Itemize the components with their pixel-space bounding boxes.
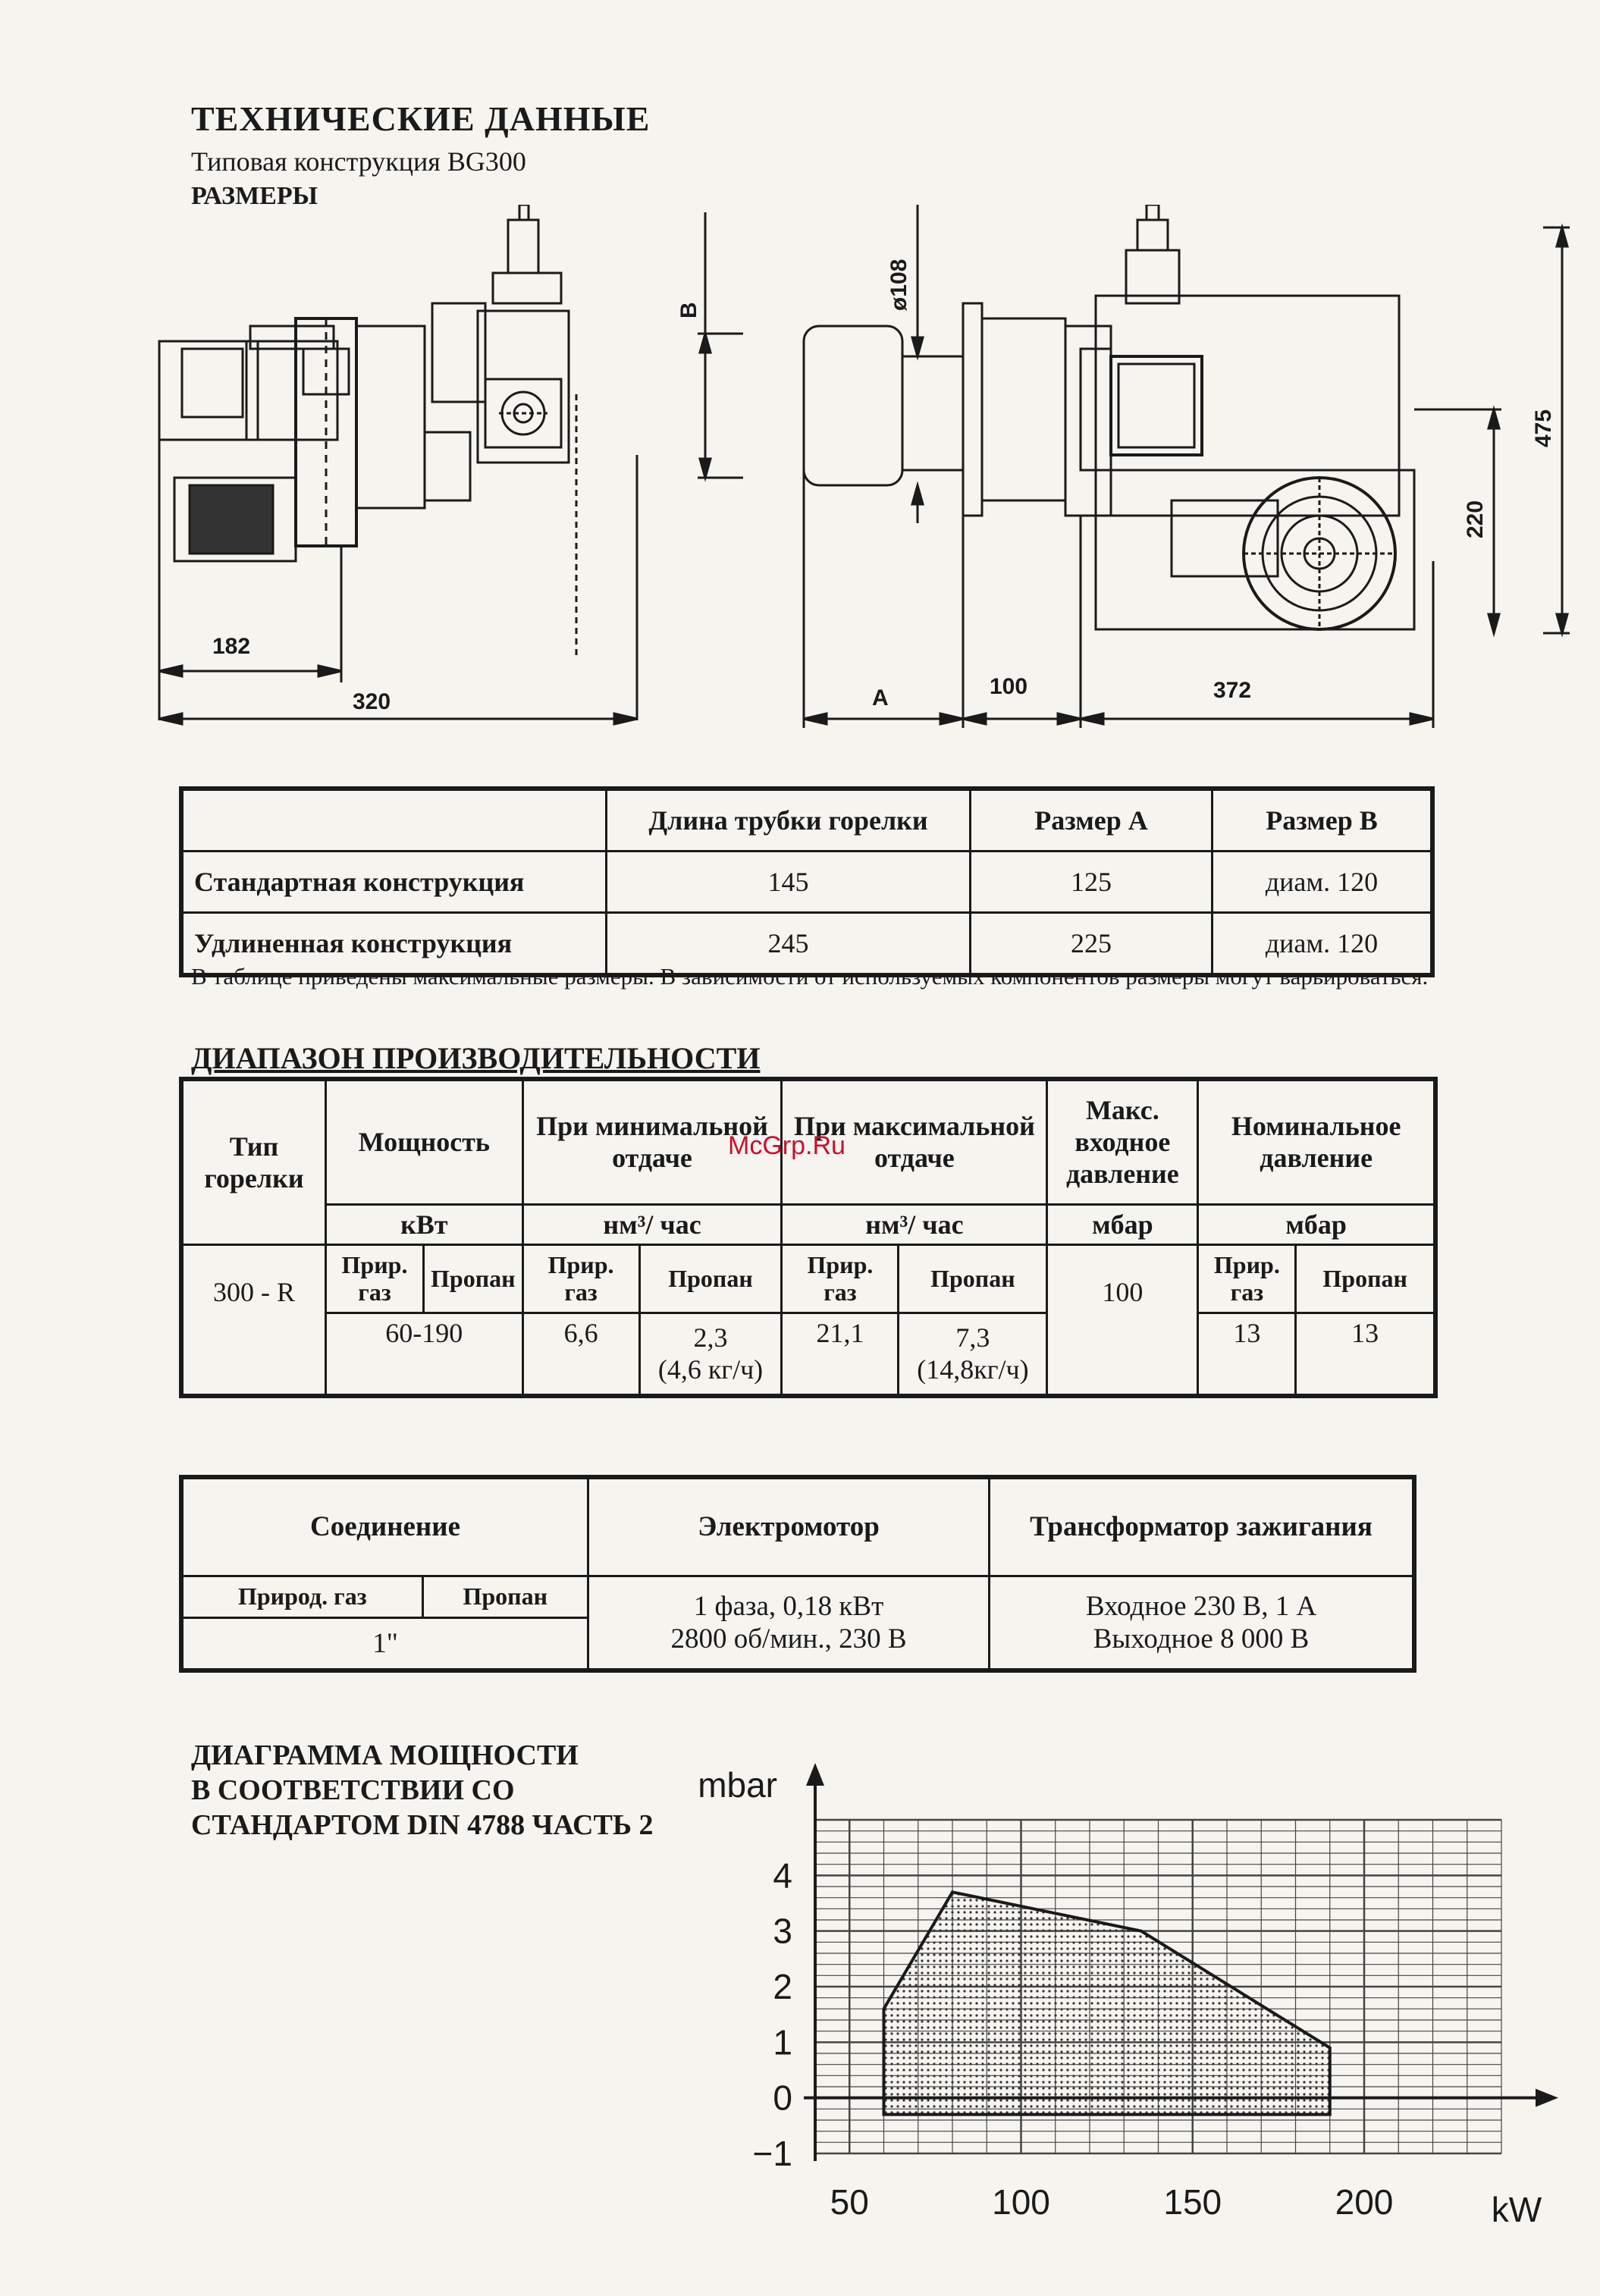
unit-power: кВт [326, 1204, 523, 1244]
unit-nominal: мбар [1198, 1204, 1435, 1244]
size-b-value: диам. 120 [1213, 852, 1433, 913]
sub-propane: Пропан [1296, 1244, 1435, 1313]
front-view [698, 205, 1570, 728]
y-tick-label: 1 [773, 2022, 792, 2062]
row-label: Стандартная конструкция [181, 852, 607, 913]
unit-min: нм³/ час [522, 1204, 782, 1244]
sub-natural-gas: Природ. газ [181, 1576, 422, 1617]
performance-heading: ДИАПАЗОН ПРОИЗВОДИТЕЛЬНОСТИ [191, 1041, 761, 1075]
motor-line-1: 1 фаза, 0,18 кВт [693, 1590, 884, 1622]
col-power: Мощность [326, 1079, 523, 1204]
x-tick-label: 200 [1335, 2182, 1394, 2222]
nominal-propane-value: 13 [1296, 1313, 1435, 1396]
y-axis-label: mbar [698, 1765, 777, 1805]
col-nominal-pressure: Номинальное давление [1198, 1079, 1435, 1204]
sub-propane: Пропан [424, 1244, 523, 1313]
max-propane-kg: (14,8кг/ч) [917, 1354, 1029, 1385]
min-propane-value: 2,3 [693, 1322, 728, 1353]
tube-length-value: 245 [607, 913, 971, 976]
sub-gas: Прир. газ [782, 1244, 899, 1313]
dim-108: ø108 [886, 259, 911, 311]
dim-182: 182 [212, 634, 251, 659]
max-propane-cell [899, 1313, 1047, 1396]
connection-value: 1" [181, 1617, 588, 1670]
dim-b: B [676, 302, 701, 318]
sub-propane: Пропан [422, 1576, 588, 1617]
diagram-title-line-2: В СООТВЕТСТВИИ СО [191, 1774, 515, 1806]
unit-max-pressure: мбар [1047, 1204, 1198, 1244]
x-tick-label: 150 [1163, 2182, 1222, 2222]
model-subtitle: Типовая конструкция BG300 [191, 146, 526, 177]
diagram-title-line-3: СТАНДАРТОМ DIN 4788 ЧАСТЬ 2 [191, 1809, 654, 1841]
connection-table [179, 1475, 1416, 1673]
table-row [181, 852, 1432, 913]
min-gas-value: 6,6 [522, 1313, 639, 1396]
power-diagram-chart [682, 1721, 1592, 2222]
size-a-value: 225 [971, 913, 1213, 976]
x-tick-label: 100 [992, 2182, 1050, 2222]
transformer-line-1: Входное 230 В, 1 А [1085, 1590, 1317, 1622]
size-b-value: диам. 120 [1213, 913, 1433, 976]
dim-a: A [872, 685, 889, 710]
operating-range-area [884, 1892, 1330, 2114]
min-propane-cell [639, 1313, 782, 1396]
max-pressure-value: 100 [1047, 1244, 1198, 1396]
col-size-b: Размер B [1213, 789, 1433, 852]
transformer-line-2: Выходное 8 000 В [1093, 1623, 1310, 1655]
col-max-output: При максимальной отдаче [782, 1079, 1047, 1204]
dimensions-note: В таблице приведены максимальные размеры. В зависимости от используемых компонентов размеры могут варьироваться. [191, 963, 1429, 990]
power-value: 60-190 [326, 1313, 523, 1396]
y-tick-label: 0 [773, 2078, 792, 2118]
min-propane-kg: (4,6 кг/ч) [657, 1354, 764, 1385]
col-min-output: При минимальной отдаче [522, 1079, 782, 1204]
col-tube-length: Длина трубки горелки [607, 789, 971, 852]
dimensions-table [179, 786, 1435, 977]
dim-100: 100 [990, 674, 1028, 699]
sub-gas: Прир. газ [326, 1244, 424, 1313]
corner-cell [181, 789, 607, 852]
y-axis-arrow [806, 1763, 824, 1786]
dim-320: 320 [353, 689, 391, 714]
sub-propane: Пропан [899, 1244, 1047, 1313]
watermark-link[interactable]: McGrp.Ru [728, 1131, 845, 1160]
burner-type: 300 - R [181, 1244, 326, 1396]
y-tick-label: −1 [752, 2134, 792, 2173]
x-tick-label: 50 [830, 2182, 869, 2222]
sub-gas: Прир. газ [522, 1244, 639, 1313]
nominal-gas-value: 13 [1198, 1313, 1296, 1396]
motor-cell [588, 1576, 990, 1670]
transformer-cell [990, 1576, 1415, 1670]
col-type: Тип горелки [181, 1079, 326, 1244]
diagram-title-line-1: ДИАГРАММА МОЩНОСТИ [191, 1739, 579, 1771]
dim-220: 220 [1463, 500, 1488, 538]
y-tick-label: 3 [773, 1911, 792, 1951]
col-transformer: Трансформатор зажигания [990, 1477, 1415, 1576]
sub-gas: Прир. газ [1198, 1244, 1296, 1313]
x-axis-label: kW [1491, 2190, 1542, 2222]
performance-table [179, 1077, 1438, 1398]
dim-475: 475 [1531, 409, 1556, 447]
col-motor: Электромотор [588, 1477, 990, 1576]
size-a-value: 125 [971, 852, 1213, 913]
chart-area [884, 1892, 1330, 2114]
max-propane-value: 7,3 [955, 1322, 990, 1353]
sub-propane: Пропан [639, 1244, 782, 1313]
x-axis-arrow [1536, 2089, 1558, 2107]
motor-line-2: 2800 об/мин., 230 В [670, 1623, 907, 1655]
col-connection: Соединение [181, 1477, 588, 1576]
max-gas-value: 21,1 [782, 1313, 899, 1396]
col-max-pressure: Макс. входное давление [1047, 1079, 1198, 1204]
page-title: ТЕХНИЧЕСКИЕ ДАННЫЕ [191, 99, 651, 138]
y-tick-label: 4 [773, 1855, 792, 1896]
tube-length-value: 145 [607, 852, 971, 913]
burner-drawing [152, 205, 1592, 751]
dim-372: 372 [1213, 678, 1252, 703]
unit-max: нм³/ час [782, 1204, 1047, 1244]
y-tick-label: 2 [773, 1967, 792, 2006]
diagram-title [191, 1738, 653, 1843]
dimensions-heading: РАЗМЕРЫ [191, 182, 318, 210]
col-size-a: Размер A [971, 789, 1213, 852]
row-label: Удлиненная конструкция [181, 913, 607, 976]
